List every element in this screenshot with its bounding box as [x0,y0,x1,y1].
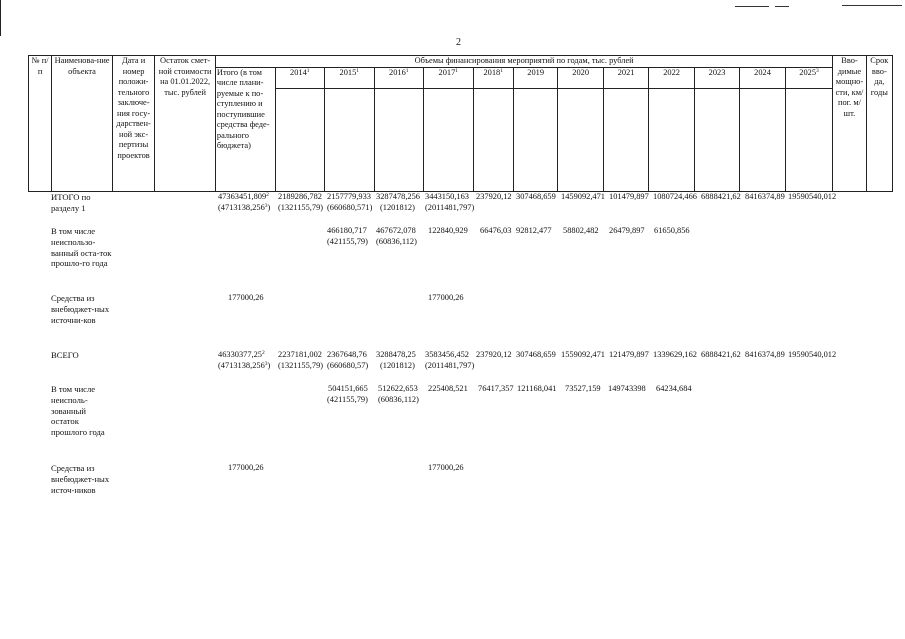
vsego-2021: 121479,897 [609,350,649,359]
row-label-extra-section: Средства из внебюджет-ных источни-ков [51,293,110,325]
unused-section-2015: 466180,717 [327,226,367,235]
unused-total-2015-federal: (421155,79) [327,395,368,404]
itogo-section-2019: 307468,659 [516,192,556,201]
vsego-2023: 6888421,62 [701,350,741,359]
year-header-2022: 2022 [649,67,694,89]
vsego-2015: 2367648,76 [327,350,367,359]
vsego-2019: 307468,659 [516,350,556,359]
extra-total-total: 177000,26 [228,463,264,472]
financing-table-header [28,55,893,192]
itogo-section-2015: 2157779,933 [327,192,371,201]
col-header-expertise: Дата и номер положи-тельного заключе-ния госу-дарствен-ной экс-пертизы проектов [112,56,154,192]
itogo-section-2016: 3287478,256 [376,192,420,201]
vsego-2025: 19590540,012 [788,350,837,359]
itogo-section-2014-federal: (1321155,79) [278,203,324,212]
vsego-2014: 2237181,002 [278,350,322,359]
row-label-unused-total: В том числе неисполь-зованный остаток прошлого года [51,384,105,438]
vsego-2015-federal: (660680,57) [327,361,369,370]
unused-total-2021: 149743398 [608,384,646,393]
unused-section-2021: 26479,897 [609,226,645,235]
vsego-2024: 8416374,89 [745,350,785,359]
itogo-section-total: 47363451,809$^2$ [218,192,269,201]
unused-total-2018: 76417,357 [478,384,514,393]
unused-section-2017: 122840,929 [428,226,468,235]
year-header-2014: 2014$^1$ [275,67,325,89]
unused-section-2016-federal: (60836,112) [376,237,417,246]
unused-total-2019: 121168,041 [517,384,557,393]
unused-section-2020: 58802,482 [563,226,599,235]
col-header-balance: Остаток смет-ной стоимости на 01.01.2022, тыс. рублей [155,56,216,192]
unused-total-2016: 512622,653 [378,384,418,393]
vsego-2017-federal: (2011481,797) [425,361,475,370]
col-header-total: Итого (в том числе плани-руемые к по-ступлению и поступившие средства феде-рального бюджета) [215,67,275,192]
year-header-2016: 2016$^1$ [374,67,424,89]
vsego-2018: 237920,12 [476,350,512,359]
col-header-term: Срок вво-да, годы [866,56,892,192]
col-header-number: № п/п [29,56,52,192]
row-label-vsego: ВСЕГО [51,350,79,360]
vsego-2022: 1339629,162 [653,350,697,359]
itogo-section-2015-federal: (660680,571) [327,203,373,212]
vsego-2016: 3288478,25 [376,350,416,359]
unused-total-2020: 73527,159 [565,384,601,393]
itogo-section-2017: 3443150,163 [425,192,469,201]
itogo-section-total-federal: (4713138,256$^3$) [218,203,271,212]
year-header-2017: 2017$^1$ [424,67,474,89]
itogo-section-2018: 237920,12 [476,192,512,201]
col-header-name: Наименова-ние объекта [52,56,113,192]
itogo-section-2020: 1459092,471 [561,192,605,201]
vsego-total-federal: (4713138,256$^3$) [218,361,271,370]
extra-section-total: 177000,26 [228,293,264,302]
vsego-total: 46330377,25$^2$ [218,350,265,359]
itogo-section-2021: 101479,897 [609,192,649,201]
unused-total-2016-federal: (60836,112) [378,395,419,404]
scan-mark [775,6,789,7]
year-header-2018: 2018$^1$ [473,67,513,89]
unused-section-2018: 66476,03 [480,226,512,235]
vsego-2017: 3583456,452 [425,350,469,359]
col-header-volumes: Объемы финансирования мероприятий по годам, тыс. рублей [215,56,832,68]
row-label-unused-section: В том числе неиспользо-ванный оста-ток прошло-го года [51,226,112,269]
unused-section-2019: 92812,477 [516,226,552,235]
vsego-2014-federal: (1321155,79) [278,361,324,370]
itogo-section-2016-federal: (1201812) [380,203,415,212]
year-header-2024: 2024 [740,67,785,89]
year-header-2021: 2021 [603,67,648,89]
scan-edge-line [0,0,1,36]
unused-total-2015: 504151,665 [328,384,368,393]
year-header-2019: 2019 [513,67,557,89]
unused-total-2022: 64234,684 [656,384,692,393]
unused-total-2017: 225408,521 [428,384,468,393]
unused-section-2016: 467672,078 [376,226,416,235]
itogo-section-2023: 6888421,62 [701,192,741,201]
unused-section-2015-federal: (421155,79) [327,237,368,246]
extra-section-2017: 177000,26 [428,293,464,302]
vsego-2016-federal: (1201812) [380,361,415,370]
page-number: 2 [456,37,461,48]
scan-mark [735,6,769,7]
year-header-2015: 2015$^1$ [325,67,375,89]
row-label-extra-total: Средства из внебюджет-ных источ-ников [51,463,110,495]
year-header-2023: 2023 [694,67,739,89]
unused-section-2022: 61650,856 [654,226,690,235]
year-header-2020: 2020 [558,67,603,89]
itogo-section-2014: 2189286,782 [278,192,322,201]
itogo-section-2025: 19590540,012 [788,192,837,201]
row-label-itogo-section: ИТОГО по разделу 1 [51,192,91,213]
itogo-section-2017-federal: (2011481,797) [425,203,475,212]
year-header-2025: 2025$^3$ [785,67,833,89]
extra-total-2017: 177000,26 [428,463,464,472]
scan-mark [842,5,902,6]
col-header-capacity: Вво-димые мощно-сти, км/пог. м/шт. [833,56,866,192]
itogo-section-2024: 8416374,89 [745,192,785,201]
itogo-section-2022: 1080724,466 [653,192,697,201]
vsego-2020: 1559092,471 [561,350,605,359]
